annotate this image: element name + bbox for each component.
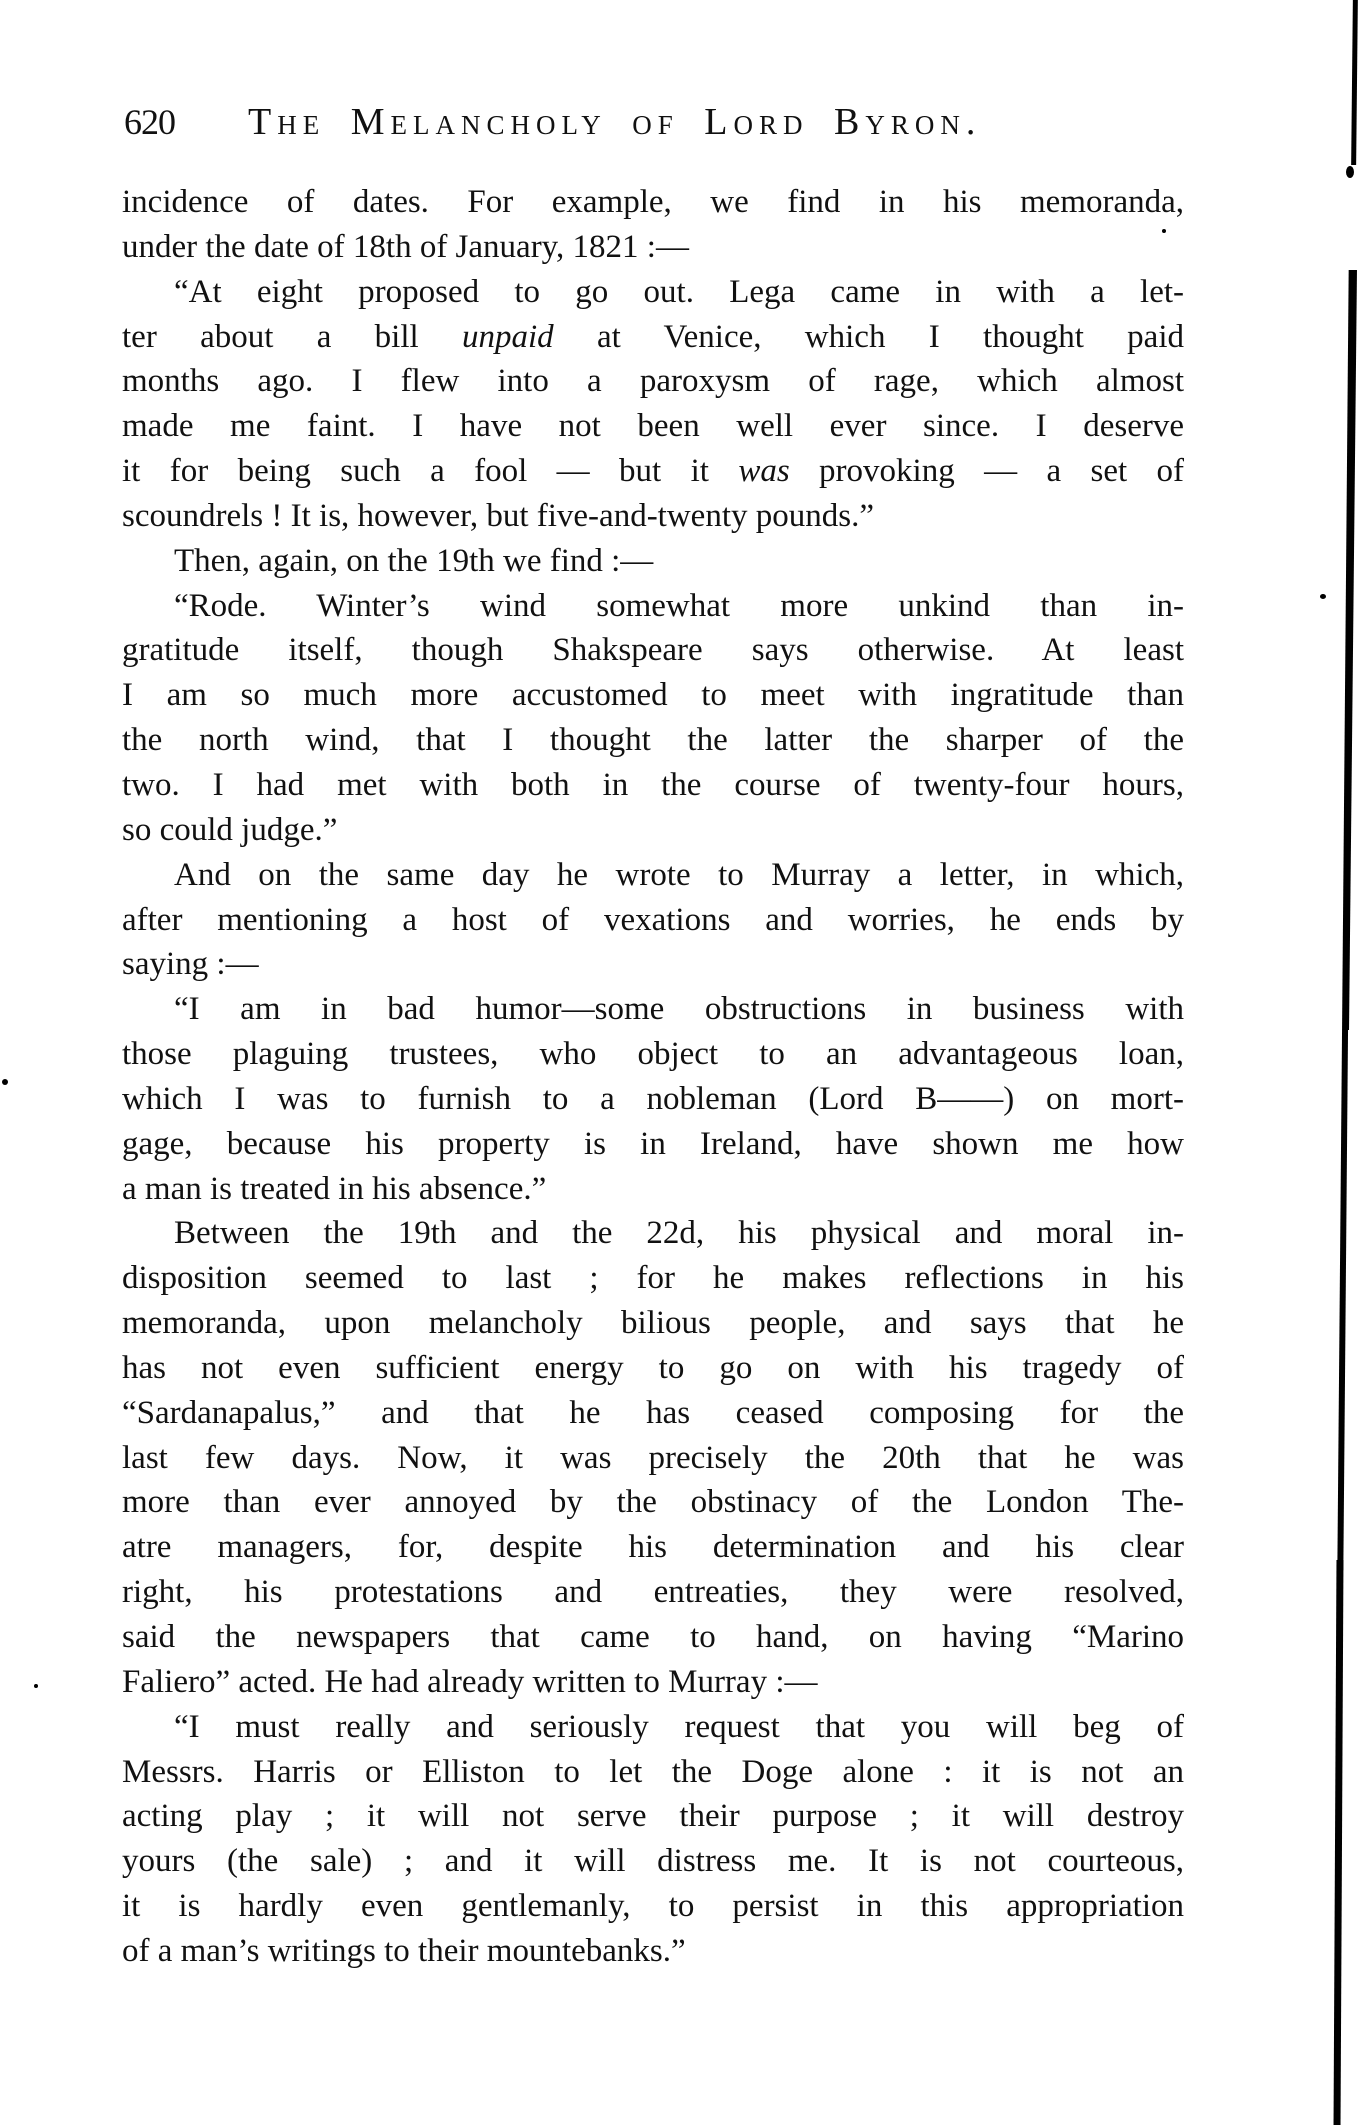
text-line: gratitude itself, though Shakspeare says otherwise. At least [122,632,1184,669]
text-line: disposition seemed to last ; for he makes reflections in his [122,1260,1184,1297]
text-line: of a man’s writings to their mountebanks.” [122,1932,686,1969]
text-line: right, his protestations and entreaties, they were resolved, [122,1574,1184,1611]
margin-speck [1320,594,1326,599]
text-line: Messrs. Harris or Elliston to let the Doge alone : it is not an [122,1753,1184,1790]
text-line: ter about a bill unpaid at Venice, which I thought paid [122,318,1184,355]
text-line: And on the same day he wrote to Murray a letter, in which, [174,856,1184,893]
text-line: “At eight proposed to go out. Lega came in with a let- [174,273,1184,310]
text-line: I am so much more accustomed to meet with ingratitude than [122,677,1184,714]
text-line: more than ever annoyed by the obstinacy of the London The- [122,1484,1184,1521]
text-line: it is hardly even gentlemanly, to persist in this appropriation [122,1888,1184,1925]
text-line: those plaguing trustees, who object to an advantageous loan, [122,1036,1184,1073]
text-line: a man is treated in his absence.” [122,1170,547,1207]
text-line: “Rode. Winter’s wind somewhat more unkind than in- [174,587,1184,624]
text-line: Faliero” acted. He had already written to Murray :— [122,1663,818,1700]
text-line: which I was to furnish to a nobleman (Lord B——) on mort- [122,1080,1184,1117]
running-title: The Melancholy of Lord Byron. [248,101,982,143]
text-line: incidence of dates. For example, we find in his memoranda, [122,184,1184,220]
text-line: so could judge.” [122,811,338,848]
text-line: saying :— [122,946,259,983]
page-edge-rule-inner [1337,270,1354,1570]
page-edge-rule-top [1351,0,1358,165]
text-line: two. I had met with both in the course of twenty-four hours, [122,766,1184,803]
margin-speck [1162,229,1166,233]
running-head [124,100,981,144]
text-line: it for being such a fool — but it was provoking — a set of [122,453,1184,490]
text-line: Between the 19th and the 22d, his physical and moral in- [174,1215,1184,1252]
text-line: after mentioning a host of vexations and worries, he ends by [122,901,1184,938]
text-line: last few days. Now, it was precisely the 20th that he was [122,1439,1184,1476]
text-line: months ago. I flew into a paroxysm of rage, which almost [122,363,1184,400]
text-line: memoranda, upon melancholy bilious people, and says that he [122,1305,1184,1342]
page-number: 620 [124,102,175,142]
page-edge-rule-bottom [1334,1560,1344,2125]
text-line: Then, again, on the 19th we find :— [174,542,654,579]
text-line: “I must really and seriously request that you will beg of [174,1708,1184,1745]
text-line: scoundrels ! It is, however, but five-and-twenty pounds.” [122,497,874,534]
text-line: “I am in bad humor—some obstructions in business with [174,991,1184,1028]
margin-speck [34,1684,38,1688]
text-line: the north wind, that I thought the latter the sharper of the [122,722,1184,759]
text-line: yours (the sale) ; and it will distress me. It is not courteous, [122,1843,1184,1880]
italic-word: unpaid [461,318,554,355]
text-line: under the date of 18th of January, 1821 :— [122,228,689,265]
margin-speck [2,1079,8,1085]
text-line: “Sardanapalus,” and that he has ceased composing for the [122,1394,1184,1431]
text-line: gage, because his property is in Ireland, have shown me how [122,1125,1184,1162]
text-line: made me faint. I have not been well ever since. I deserve [122,408,1184,445]
text-line: acting play ; it will not serve their purpose ; it will destroy [122,1798,1184,1835]
text-line: said the newspapers that came to hand, on having “Marino [122,1619,1184,1655]
italic-word: was [738,453,790,490]
page-edge-blot [1346,166,1354,178]
text-line: has not even sufficient energy to go on with his tragedy of [122,1349,1184,1386]
body-text [122,180,1184,1974]
text-line: atre managers, for, despite his determination and his clear [122,1529,1184,1566]
